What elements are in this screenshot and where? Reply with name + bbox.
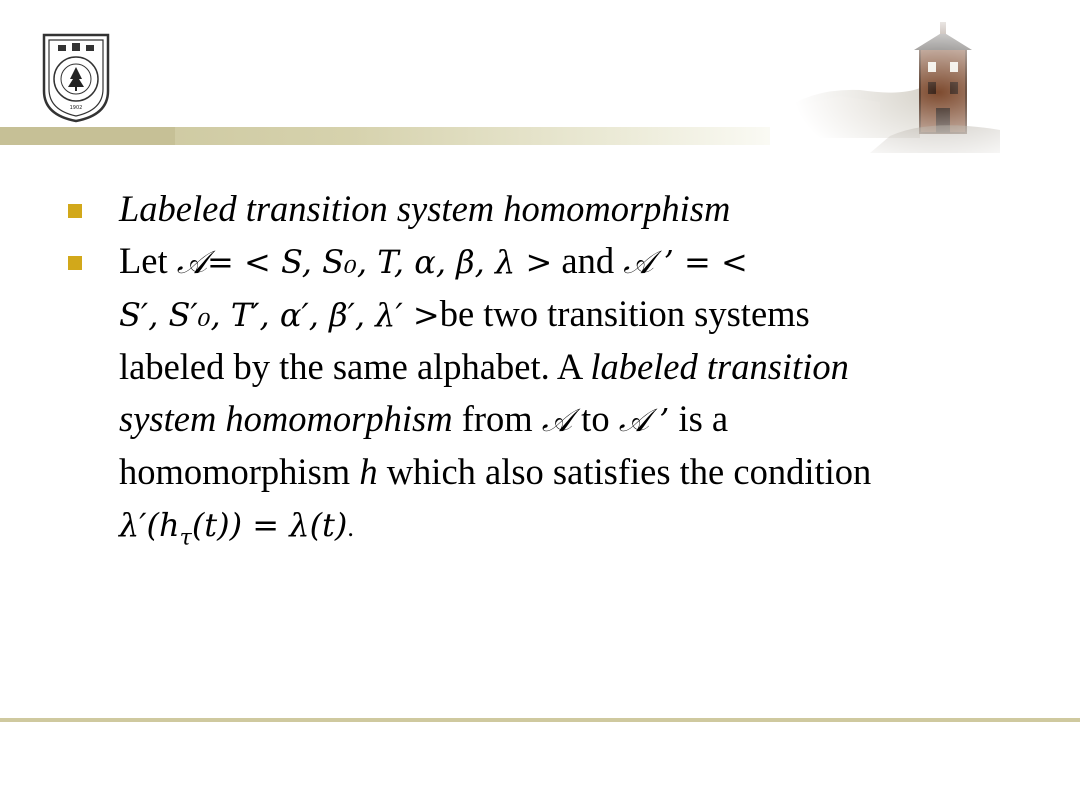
footer-rule <box>0 718 1080 722</box>
bullet-list <box>64 183 1064 564</box>
text-line: S′, S′₀, T′, α′, β′, λ′ >be two transition systems <box>119 293 810 334</box>
bullet-item <box>64 235 1064 564</box>
bullet-item <box>64 183 1064 235</box>
text-line: $\lambda'(h_\tau(t)) = \lambda(t)$. <box>119 506 354 551</box>
bullet-title: Labeled transition system homomorphism <box>119 188 731 229</box>
campus-tower-photo <box>770 18 1010 153</box>
bullet-marker <box>68 204 82 218</box>
text-line: homomorphism h which also satisfies the condition <box>119 451 872 492</box>
text-line: system homomorphism from 𝒜 to 𝒜 ’ is a <box>119 398 729 439</box>
nanjing-university-emblem-icon <box>40 31 112 123</box>
text-line: labeled by the same alphabet. A labeled transition <box>119 346 849 387</box>
header-bar-accent <box>0 127 175 145</box>
svg-text:1902: 1902 <box>69 105 83 111</box>
text-line: Let 𝒜= < S, S₀, T, α, β, λ > and 𝒜 ’ = < <box>119 240 748 281</box>
bullet-marker <box>68 256 82 270</box>
